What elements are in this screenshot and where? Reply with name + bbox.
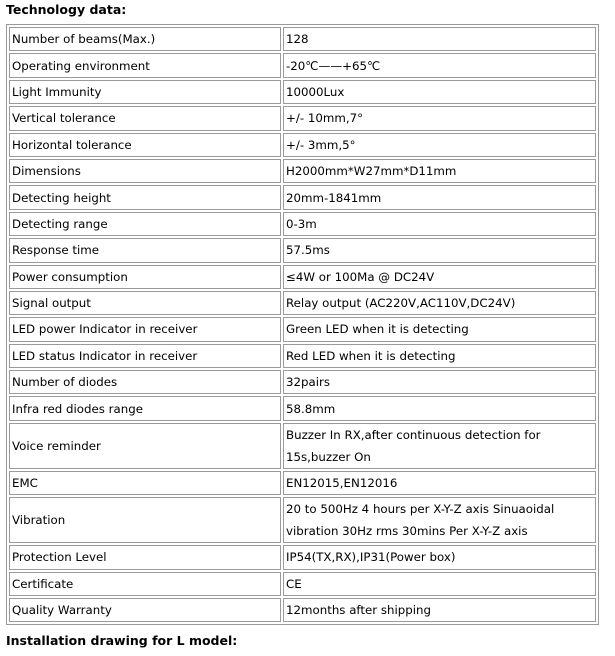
- spec-value-cell: 10000Lux: [283, 80, 596, 104]
- table-row: [9, 396, 596, 420]
- table-row: [9, 572, 596, 596]
- spec-value-cell: +/- 3mm,5°: [283, 133, 596, 157]
- table-row: [9, 370, 596, 394]
- table-row: [9, 423, 596, 469]
- spec-value-cell: Relay output (AC220V,AC110V,DC24V): [283, 291, 596, 315]
- spec-value-cell: 58.8mm: [283, 396, 596, 420]
- table-row: [9, 317, 596, 341]
- spec-value-cell: Green LED when it is detecting: [283, 317, 596, 341]
- table-row: [9, 53, 596, 77]
- table-row: [9, 598, 596, 622]
- spec-value-cell: 57.5ms: [283, 238, 596, 262]
- spec-label-cell: Quality Warranty: [9, 598, 281, 622]
- technology-data-table: [6, 24, 599, 625]
- spec-label-cell: Vertical tolerance: [9, 106, 281, 130]
- spec-label-cell: Protection Level: [9, 545, 281, 569]
- spec-value-cell: H2000mm*W27mm*D11mm: [283, 159, 596, 183]
- spec-value-cell: IP54(TX,RX),IP31(Power box): [283, 545, 596, 569]
- spec-label-cell: LED status Indicator in receiver: [9, 344, 281, 368]
- spec-label-cell: Signal output: [9, 291, 281, 315]
- spec-label-cell: Power consumption: [9, 265, 281, 289]
- table-row: [9, 80, 596, 104]
- table-row: [9, 106, 596, 130]
- technology-data-table-body: [9, 27, 596, 622]
- table-row: [9, 497, 596, 543]
- spec-label-cell: Certificate: [9, 572, 281, 596]
- spec-label-cell: Dimensions: [9, 159, 281, 183]
- spec-label-cell: Infra red diodes range: [9, 396, 281, 420]
- spec-label-cell: LED power Indicator in receiver: [9, 317, 281, 341]
- table-row: [9, 265, 596, 289]
- section-heading-technology-data: Technology data:: [6, 2, 127, 17]
- spec-value-cell: 20 to 500Hz 4 hours per X-Y-Z axis Sinuaoidal vibration 30Hz rms 30mins Per X-Y-Z axis: [283, 497, 596, 543]
- table-row: [9, 344, 596, 368]
- spec-label-cell: Number of diodes: [9, 370, 281, 394]
- spec-value-cell: CE: [283, 572, 596, 596]
- table-row: [9, 185, 596, 209]
- spec-label-cell: Detecting range: [9, 212, 281, 236]
- section-heading-installation-drawing: Installation drawing for L model:: [6, 633, 238, 648]
- table-row: [9, 471, 596, 495]
- spec-value-cell: 128: [283, 27, 596, 51]
- spec-label-cell: Number of beams(Max.): [9, 27, 281, 51]
- table-row: [9, 212, 596, 236]
- spec-value-cell: ≤4W or 100Ma @ DC24V: [283, 265, 596, 289]
- spec-value-cell: Red LED when it is detecting: [283, 344, 596, 368]
- spec-label-cell: Horizontal tolerance: [9, 133, 281, 157]
- spec-label-cell: Response time: [9, 238, 281, 262]
- spec-value-cell: 20mm-1841mm: [283, 185, 596, 209]
- spec-value-cell: 32pairs: [283, 370, 596, 394]
- spec-label-cell: Operating environment: [9, 53, 281, 77]
- table-row: [9, 133, 596, 157]
- spec-value-cell: EN12015,EN12016: [283, 471, 596, 495]
- table-row: [9, 27, 596, 51]
- spec-value-cell: 12months after shipping: [283, 598, 596, 622]
- spec-value-cell: Buzzer In RX,after continuous detection for 15s,buzzer On: [283, 423, 596, 469]
- spec-value-cell: 0-3m: [283, 212, 596, 236]
- spec-label-cell: Light Immunity: [9, 80, 281, 104]
- spec-value-cell: -20℃——+65℃: [283, 53, 596, 77]
- spec-label-cell: Detecting height: [9, 185, 281, 209]
- spec-label-cell: Voice reminder: [9, 423, 281, 469]
- spec-label-cell: Vibration: [9, 497, 281, 543]
- spec-label-cell: EMC: [9, 471, 281, 495]
- table-row: [9, 545, 596, 569]
- table-row: [9, 238, 596, 262]
- table-row: [9, 291, 596, 315]
- spec-value-cell: +/- 10mm,7°: [283, 106, 596, 130]
- table-row: [9, 159, 596, 183]
